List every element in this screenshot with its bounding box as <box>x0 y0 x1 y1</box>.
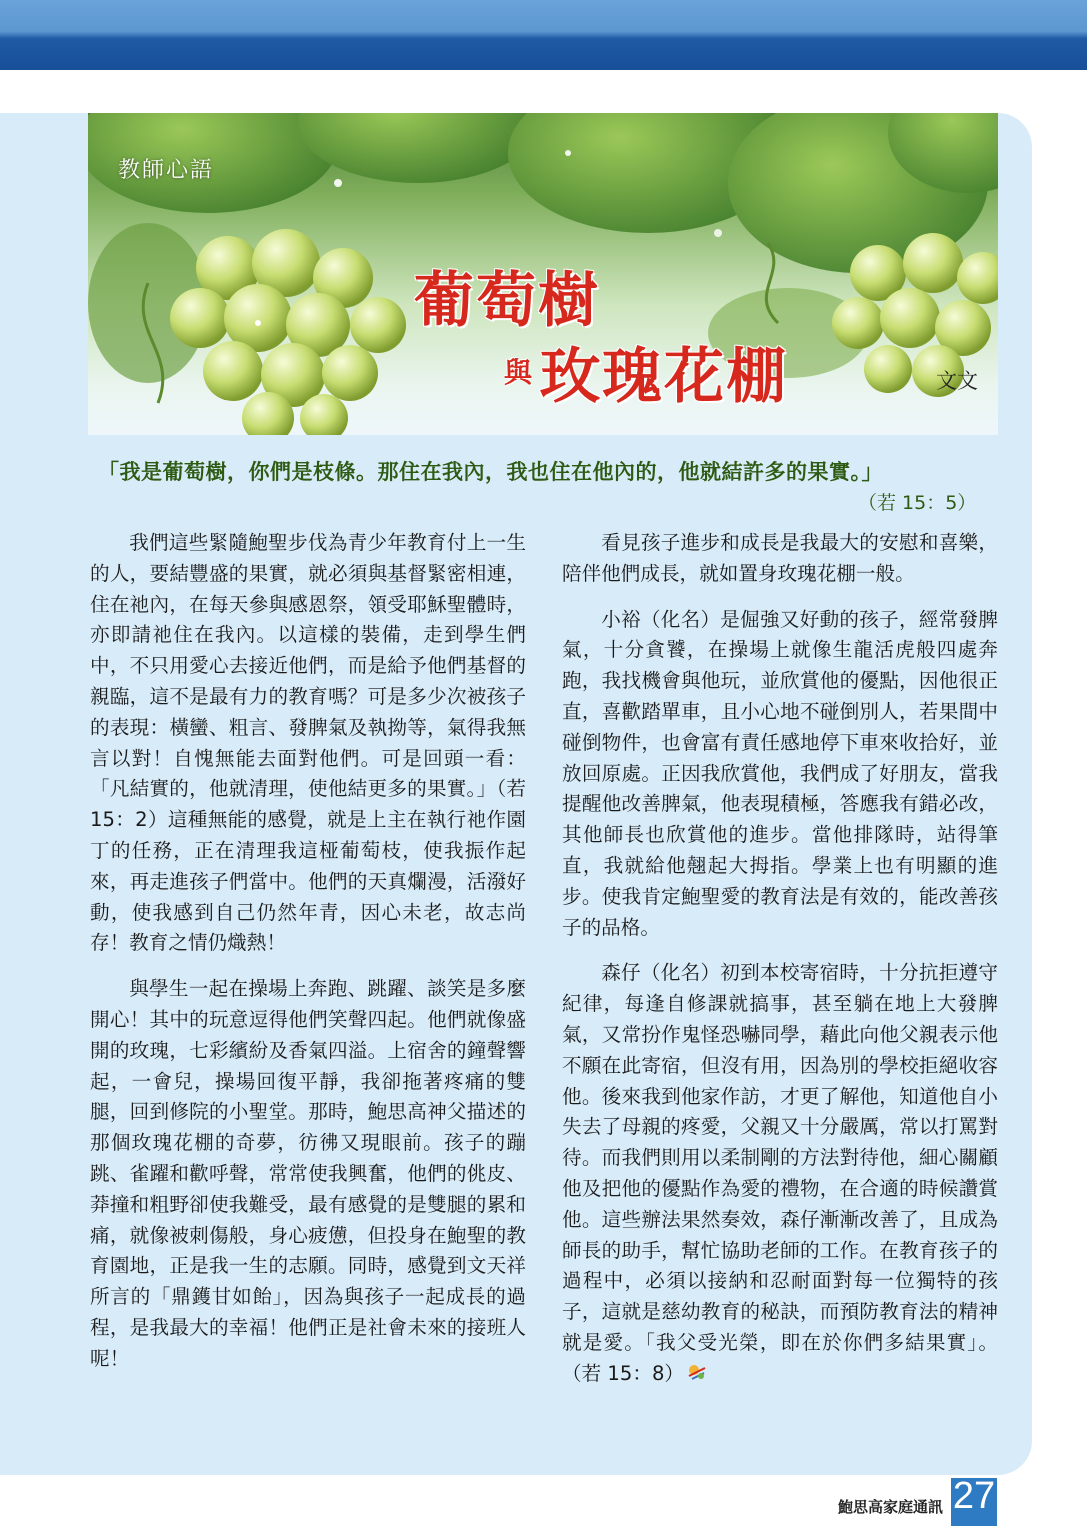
paragraph-last <box>562 958 998 1389</box>
right-column <box>562 528 998 1405</box>
author-name: 文文 <box>936 369 978 393</box>
scripture-reference: （若 15：5） <box>858 492 977 514</box>
publication-name: 鮑思高家庭通訊 <box>838 1498 944 1516</box>
end-of-article-icon <box>686 1362 708 1382</box>
page-number: 27 <box>952 1475 996 1517</box>
paragraph: 看見孩子進步和成長是我最大的安慰和喜樂，陪伴他們成長，就如置身玫瑰花棚一般。 <box>562 531 998 585</box>
paragraph-last-text: 森仔（化名）初到本校寄宿時，十分抗拒遵守紀律，每逢自修課就搞事，甚至躺在地上大發脾氣，又常扮作鬼怪恐嚇同學，藉此向他父親表示他不願在此寄宿，但沒有用，因為別的學校拒絕收容他。後來我到他家作訪，才更了解他，知道他自小失去了母親的疼愛，父親又十分嚴厲，常以打罵對待。而我們則用以柔制剛的方法對待他，細心關顧他及把他的優點作為愛的禮物，在合適的時候讚賞他。這些辦法果然奏效，森仔漸漸改善了，且成為師長的助手，幫忙協助老師的工作。在教育孩子的過程中，必須以接納和忍耐面對每一位獨特的孩子，這就是慈幼教育的秘訣，而預防教育法的精神就是愛。「我父受光榮，即在於你們多結果實」。（若 15：8） <box>562 961 998 1385</box>
title-connector: 與 <box>504 356 533 389</box>
title-line-1: 葡萄樹 <box>414 266 600 336</box>
left-column <box>90 528 526 1390</box>
banner <box>88 113 998 435</box>
scripture-quote: 「我是葡萄樹，你們是枝條。那住在我內，我也住在他內的，他就結許多的果實。」 <box>98 460 883 484</box>
paragraph: 與學生一起在操場上奔跑、跳躍、談笑是多麼開心！其中的玩意逗得他們笑聲四起。他們就像盛開的玫瑰，七彩繽紛及香氣四溢。上宿舍的鐘聲響起，一會兒，操場回復平靜，我卻拖著疼痛的雙腿，回到修院的小聖堂。那時，鮑思高神父描述的那個玫瑰花棚的奇夢，彷彿又現眼前。孩子的蹦跳、雀躍和歡呼聲，常常使我興奮，他們的佻皮、莽撞和粗野卻使我難受，最有感覺的是雙腿的累和痛，就像被刺傷般，身心疲憊，但投身在鮑聖的教育園地，正是我一生的志願。同時，感覺到文天祥所言的「鼎鑊甘如飴」，因為與孩子一起成長的過程，是我最大的幸福！他們正是社會未來的接班人呢！ <box>90 977 526 1370</box>
paragraph: 小裕（化名）是倔強又好動的孩子，經常發脾氣，十分貪饕，在操場上就像生龍活虎般四處奔跑，我找機會與他玩，並欣賞他的優點，因他很正直，喜歡踏單車，且小心地不碰倒別人，若果間中碰倒物件，也會富有責任感地停下車來收拾好，並放回原處。正因我欣賞他，我們成了好朋友，當我提醒他改善脾氣，他表現積極，答應我有錯必改，其他師長也欣賞他的進步。當他排隊時，站得筆直，我就給他翹起大拇指。學業上也有明顯的進步。使我肯定鮑聖愛的教育法是有效的，能改善孩子的品格。 <box>562 607 998 939</box>
title-line-2: 玫瑰花棚 <box>540 342 788 412</box>
header-band <box>0 0 1087 70</box>
section-label: 教師心語 <box>118 158 215 183</box>
paragraph: 我們這些緊隨鮑聖步伐為青少年教育付上一生的人，要結豐盛的果實，就必須與基督緊密相連，住在祂內，在每天參與感恩祭，領受耶穌聖體時，亦即請祂住在我內。以這樣的裝備，走到學生們中，不只用愛心去接近他們，而是給予他們基督的親臨，這不是最有力的教育嗎？可是多少次被孩子的表現：橫蠻、粗言、發脾氣及執拗等，氣得我無言以對！自愧無能去面對他們。可是回頭一看：「凡結實的，他就清理，使他結更多的果實。」（若 15：2）這種無能的感覺，就是上主在執行祂作園丁的任務，正在清理我這桠葡萄枝，使我振作起來，再走進孩子們當中。他們的天真爛漫，活潑好動，使我感到自己仍然年青，因心未老，故志尚存！教育之情仍熾熱！ <box>90 531 526 955</box>
